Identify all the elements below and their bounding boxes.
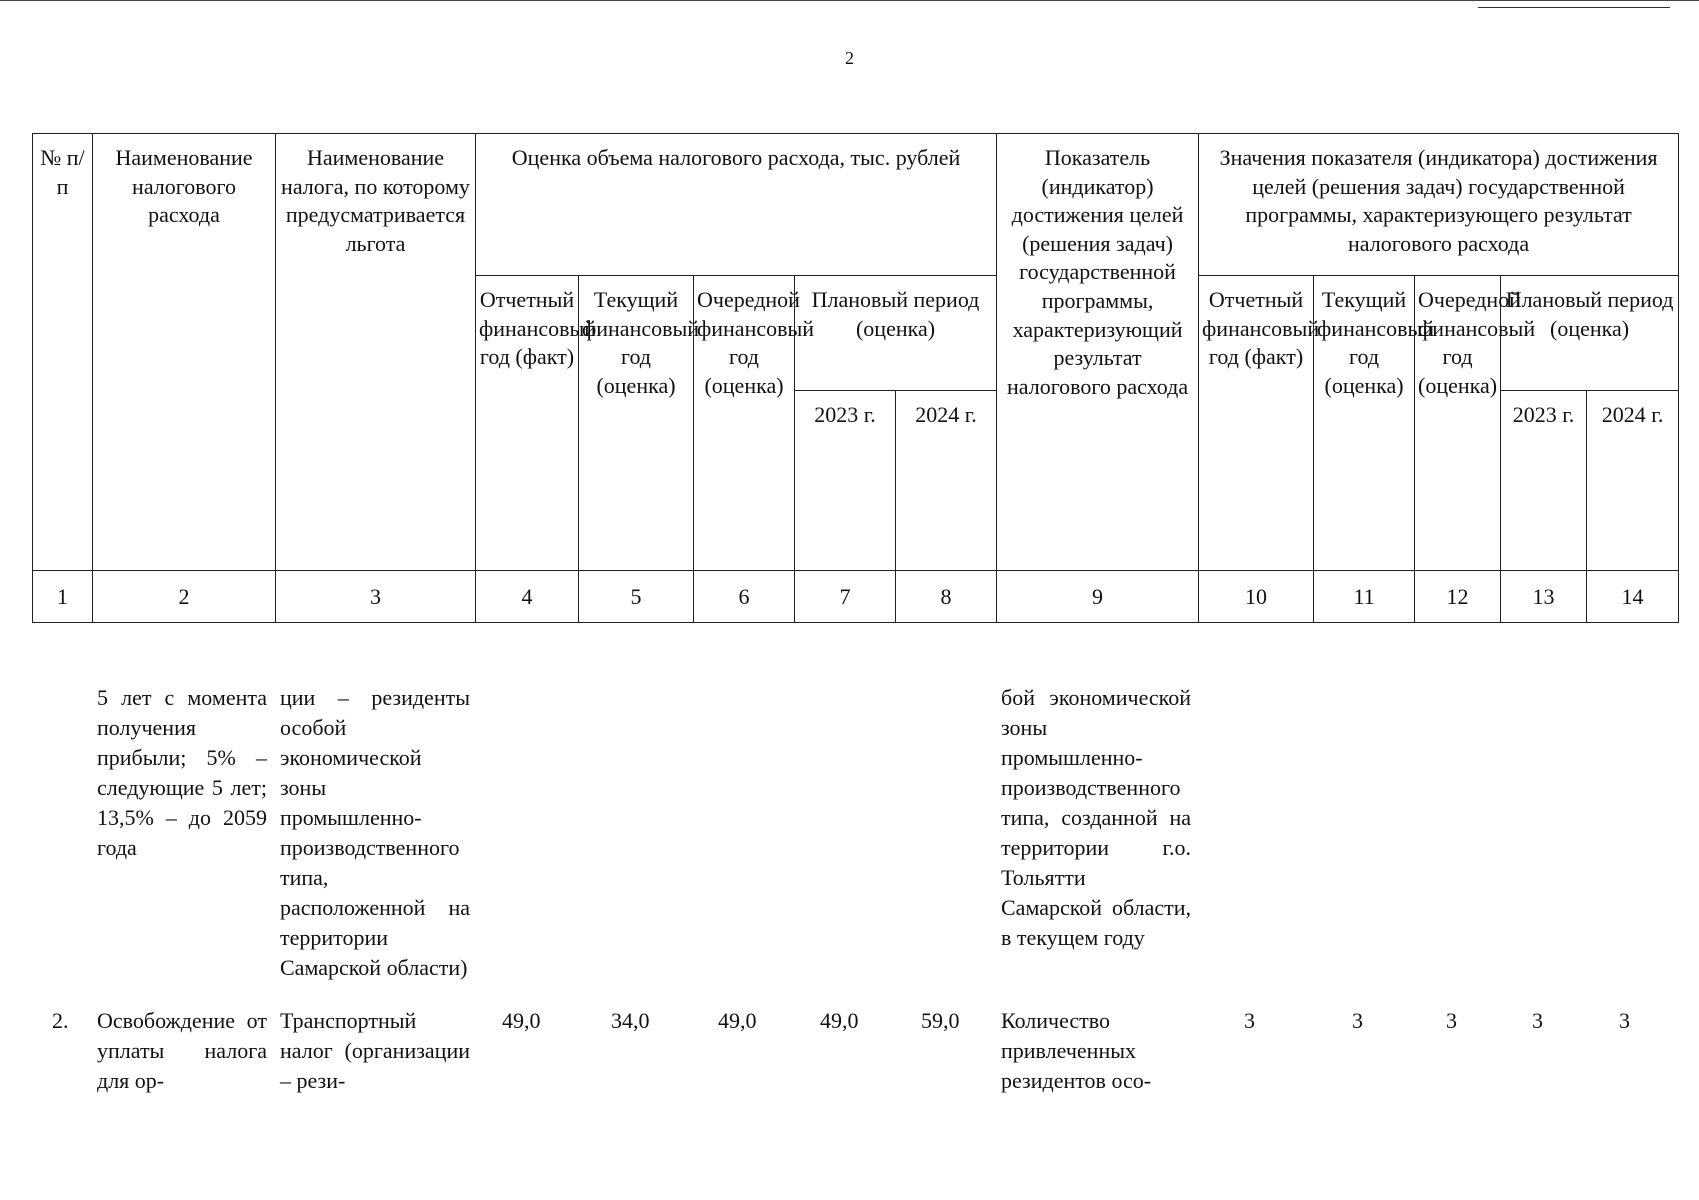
header-current-year: Текущий финансовый год (оценка) — [579, 276, 694, 571]
column-number: 10 — [1199, 571, 1314, 623]
column-number: 4 — [476, 571, 579, 623]
indicator-value-year-2024: 3 — [1619, 1008, 1630, 1033]
header-year-2024: 2024 г. — [896, 391, 997, 571]
indicator-value-year-2023: 3 — [1532, 1008, 1543, 1033]
column-number: 2 — [93, 571, 276, 623]
column-number: 14 — [1587, 571, 1679, 623]
row-expenditure-name: Освобождение от уплаты налога для ор- — [97, 1008, 267, 1093]
value-reporting-year: 49,0 — [502, 1008, 541, 1033]
value-year-2024: 59,0 — [921, 1008, 960, 1033]
column-number: 6 — [694, 571, 795, 623]
indicator-value-next-year: 3 — [1446, 1008, 1457, 1033]
indicator-value-current-year: 3 — [1352, 1008, 1363, 1033]
header-expenditure-name: Наименование налогового расхода — [93, 134, 276, 571]
top-scan-edge — [0, 0, 1699, 1]
continuation-indicator: бой экономической зоны промышленно-производственного типа, созданной на территории г.о. Тольятти Самарской области, в текущем году — [1001, 685, 1191, 950]
indicator-value-reporting-year: 3 — [1244, 1008, 1255, 1033]
row-number: 2. — [52, 1008, 69, 1033]
column-number: 11 — [1314, 571, 1415, 623]
header-indicator: Показатель (индикатор) достижения целей (решения задач) государственной программы, характеризующий результат налогового расхода — [997, 134, 1199, 571]
row-indicator: Количество привлеченных резидентов осо- — [1001, 1008, 1152, 1093]
corner-rule — [1478, 7, 1670, 8]
tax-expenditure-table — [32, 133, 1679, 623]
column-number: 1 — [33, 571, 93, 623]
header-indicator-values-group: Значения показателя (индикатора) достижения целей (решения задач) государственной программы, характеризующего результат налогового расхода — [1199, 134, 1679, 276]
header-number: № п/п — [33, 134, 93, 571]
value-next-year: 49,0 — [718, 1008, 757, 1033]
continuation-expenditure-name: 5 лет с момента получения прибыли; 5% – следующие 5 лет; 13,5% – до 2059 года — [97, 685, 267, 860]
header-indicator-next-year: Очередной финансовый год (оценка) — [1415, 276, 1501, 571]
column-number-row — [33, 571, 1679, 623]
column-number: 13 — [1501, 571, 1587, 623]
header-plan-period: Плановый период (оценка) — [795, 276, 997, 391]
header-year-2023: 2023 г. — [795, 391, 896, 571]
column-number: 12 — [1415, 571, 1501, 623]
header-indicator-plan-period: Плановый период (оценка) — [1501, 276, 1679, 391]
column-number: 9 — [997, 571, 1199, 623]
page-number: 2 — [845, 48, 854, 68]
column-number: 3 — [276, 571, 476, 623]
value-current-year: 34,0 — [611, 1008, 650, 1033]
header-indicator-current-year: Текущий финансовый год (оценка) — [1314, 276, 1415, 571]
row-tax-name: Транспортный налог (организации – рези- — [280, 1008, 470, 1093]
column-number: 8 — [896, 571, 997, 623]
header-indicator-year-2023: 2023 г. — [1501, 391, 1587, 571]
header-indicator-reporting-year: Отчетный финансовый год (факт) — [1199, 276, 1314, 571]
header-tax-name: Наименование налога, по которому предусматривается льгота — [276, 134, 476, 571]
header-estimate-group: Оценка объема налогового расхода, тыс. рублей — [476, 134, 997, 276]
header-indicator-year-2024: 2024 г. — [1587, 391, 1679, 571]
column-number: 7 — [795, 571, 896, 623]
column-number: 5 — [579, 571, 694, 623]
header-next-year: Очередной финансовый год (оценка) — [694, 276, 795, 571]
value-year-2023: 49,0 — [820, 1008, 859, 1033]
continuation-tax-name: ции – резиденты особой экономической зоны промышленно-производственного типа, расположенной на территории Самарской области) — [280, 685, 470, 980]
header-reporting-year: Отчетный финансовый год (факт) — [476, 276, 579, 571]
